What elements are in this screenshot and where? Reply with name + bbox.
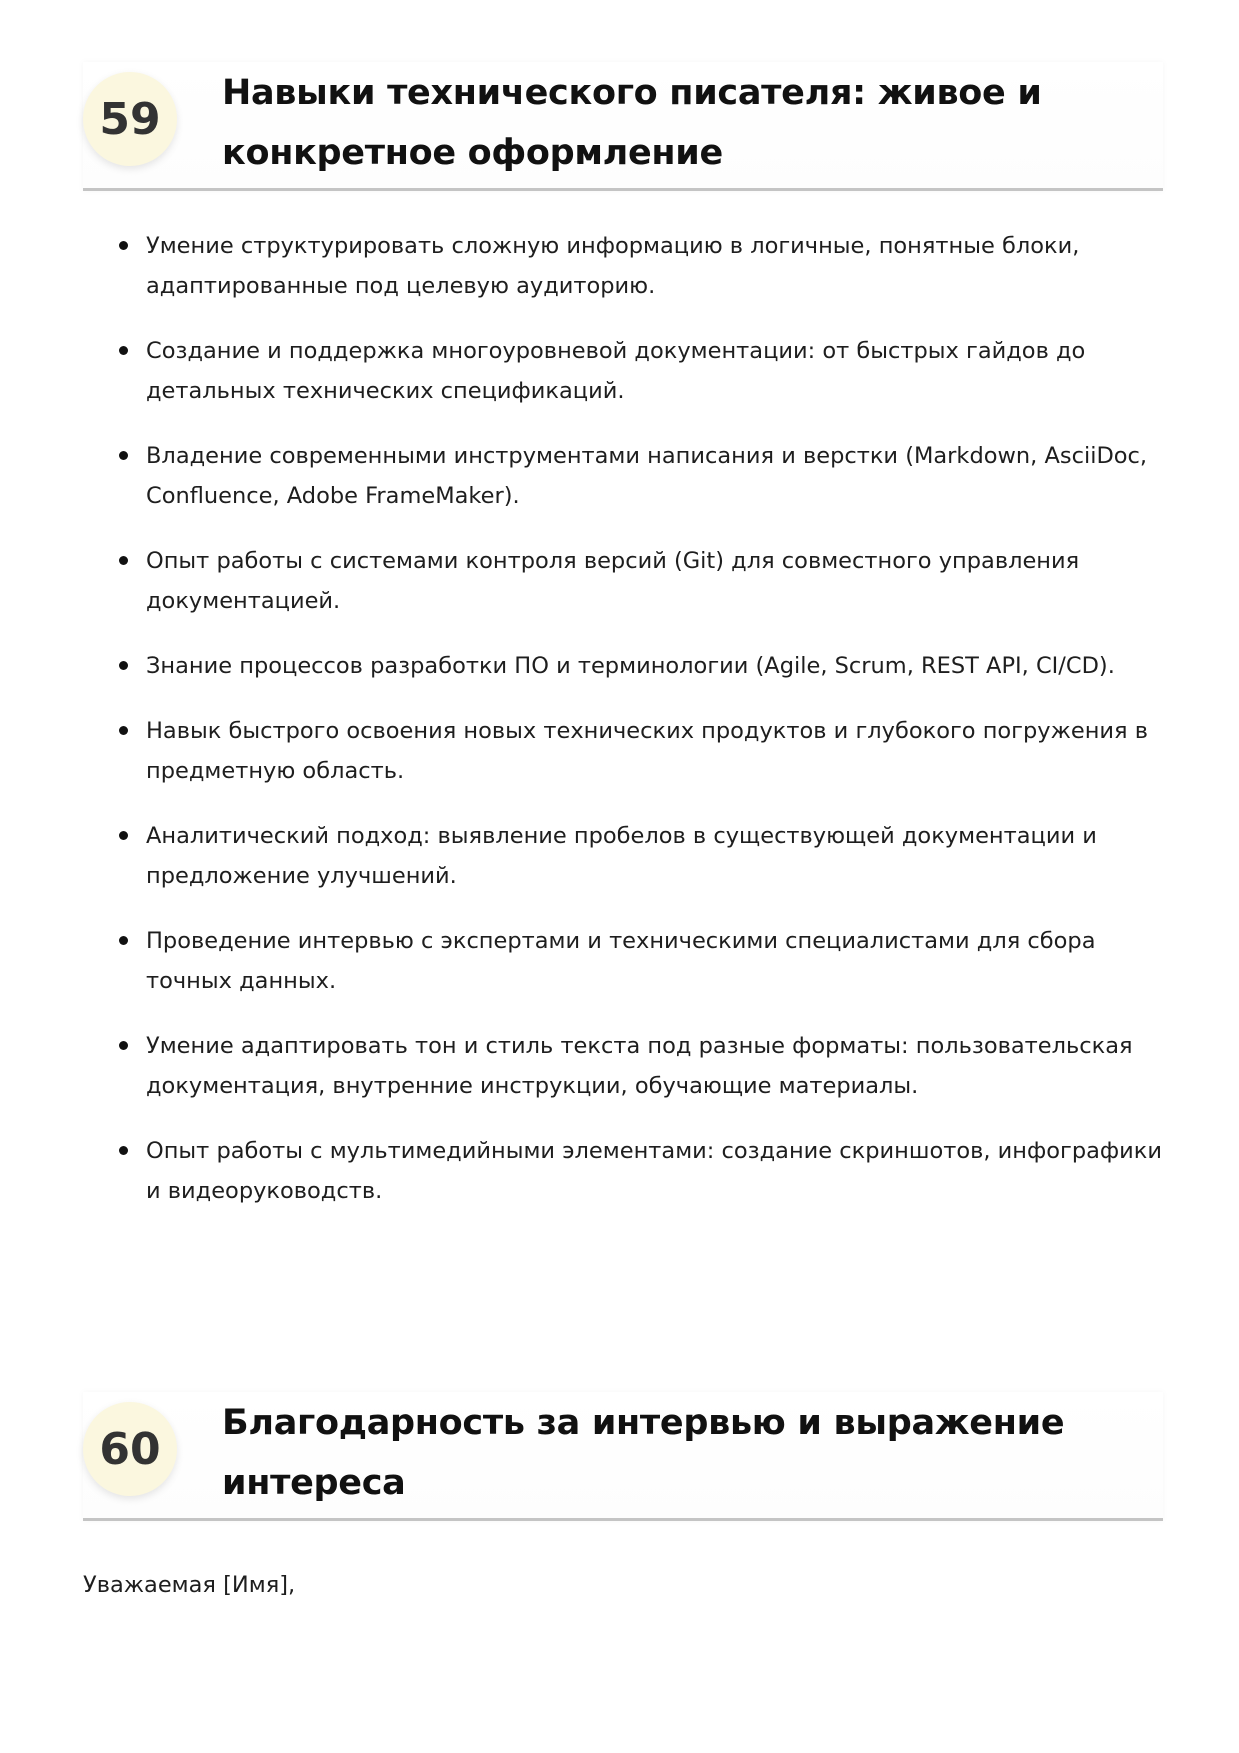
list-item-text: Проведение интервью с экспертами и техническими специалистами для сбора точных данных. [146, 928, 1096, 994]
bullet-dot-icon [119, 831, 128, 840]
list-item-text: Создание и поддержка многоуровневой документации: от быстрых гайдов до детальных технических спецификаций. [146, 338, 1086, 404]
skills-list [83, 226, 1168, 1236]
bullet-dot-icon [119, 936, 128, 945]
list-item [83, 541, 1168, 621]
bullet-dot-icon [119, 241, 128, 250]
list-item [83, 1026, 1168, 1106]
list-item [83, 711, 1168, 791]
section-60-number-badge: 60 [83, 1402, 177, 1496]
bullet-dot-icon [119, 1041, 128, 1050]
list-item-text: Опыт работы с системами контроля версий (Git) для совместного управления документацией. [146, 548, 1080, 614]
section-60-title: Благодарность за интервью и выражение интереса [222, 1403, 1065, 1503]
list-item-text: Умение адаптировать тон и стиль текста под разные форматы: пользовательская документация, внутренние инструкции, обучающие материалы. [146, 1033, 1133, 1099]
list-item [83, 1131, 1168, 1211]
bullet-dot-icon [119, 346, 128, 355]
list-item [83, 226, 1168, 306]
bullet-dot-icon [119, 451, 128, 460]
section-60-header [83, 1392, 1163, 1521]
list-item-text: Опыт работы с мультимедийными элементами: создание скриншотов, инфографики и видеоруководств. [146, 1138, 1162, 1204]
list-item [83, 646, 1168, 686]
list-item [83, 921, 1168, 1001]
section-59-header [83, 62, 1163, 191]
list-item-text: Аналитический подход: выявление пробелов в существующей документации и предложение улучшений. [146, 823, 1097, 889]
list-item [83, 331, 1168, 411]
list-item-text: Знание процессов разработки ПО и терминологии (Agile, Scrum, REST API, CI/CD). [146, 653, 1115, 679]
list-item-text: Навык быстрого освоения новых технических продуктов и глубокого погружения в предметную область. [146, 718, 1148, 784]
list-item-text: Умение структурировать сложную информацию в логичные, понятные блоки, адаптированные под целевую аудиторию. [146, 233, 1080, 299]
list-item [83, 436, 1168, 516]
bullet-dot-icon [119, 1146, 128, 1155]
bullet-dot-icon [119, 661, 128, 670]
section-59-number-badge: 59 [83, 72, 177, 166]
bullet-dot-icon [119, 726, 128, 735]
letter-salutation: Уважаемая [Имя], [83, 1572, 296, 1598]
list-item [83, 816, 1168, 896]
bullet-dot-icon [119, 556, 128, 565]
list-item-text: Владение современными инструментами написания и верстки (Markdown, AsciiDoc, Confluence, Adobe FrameMaker). [146, 443, 1148, 509]
section-59-title: Навыки технического писателя: живое и конкретное оформление [222, 73, 1042, 173]
